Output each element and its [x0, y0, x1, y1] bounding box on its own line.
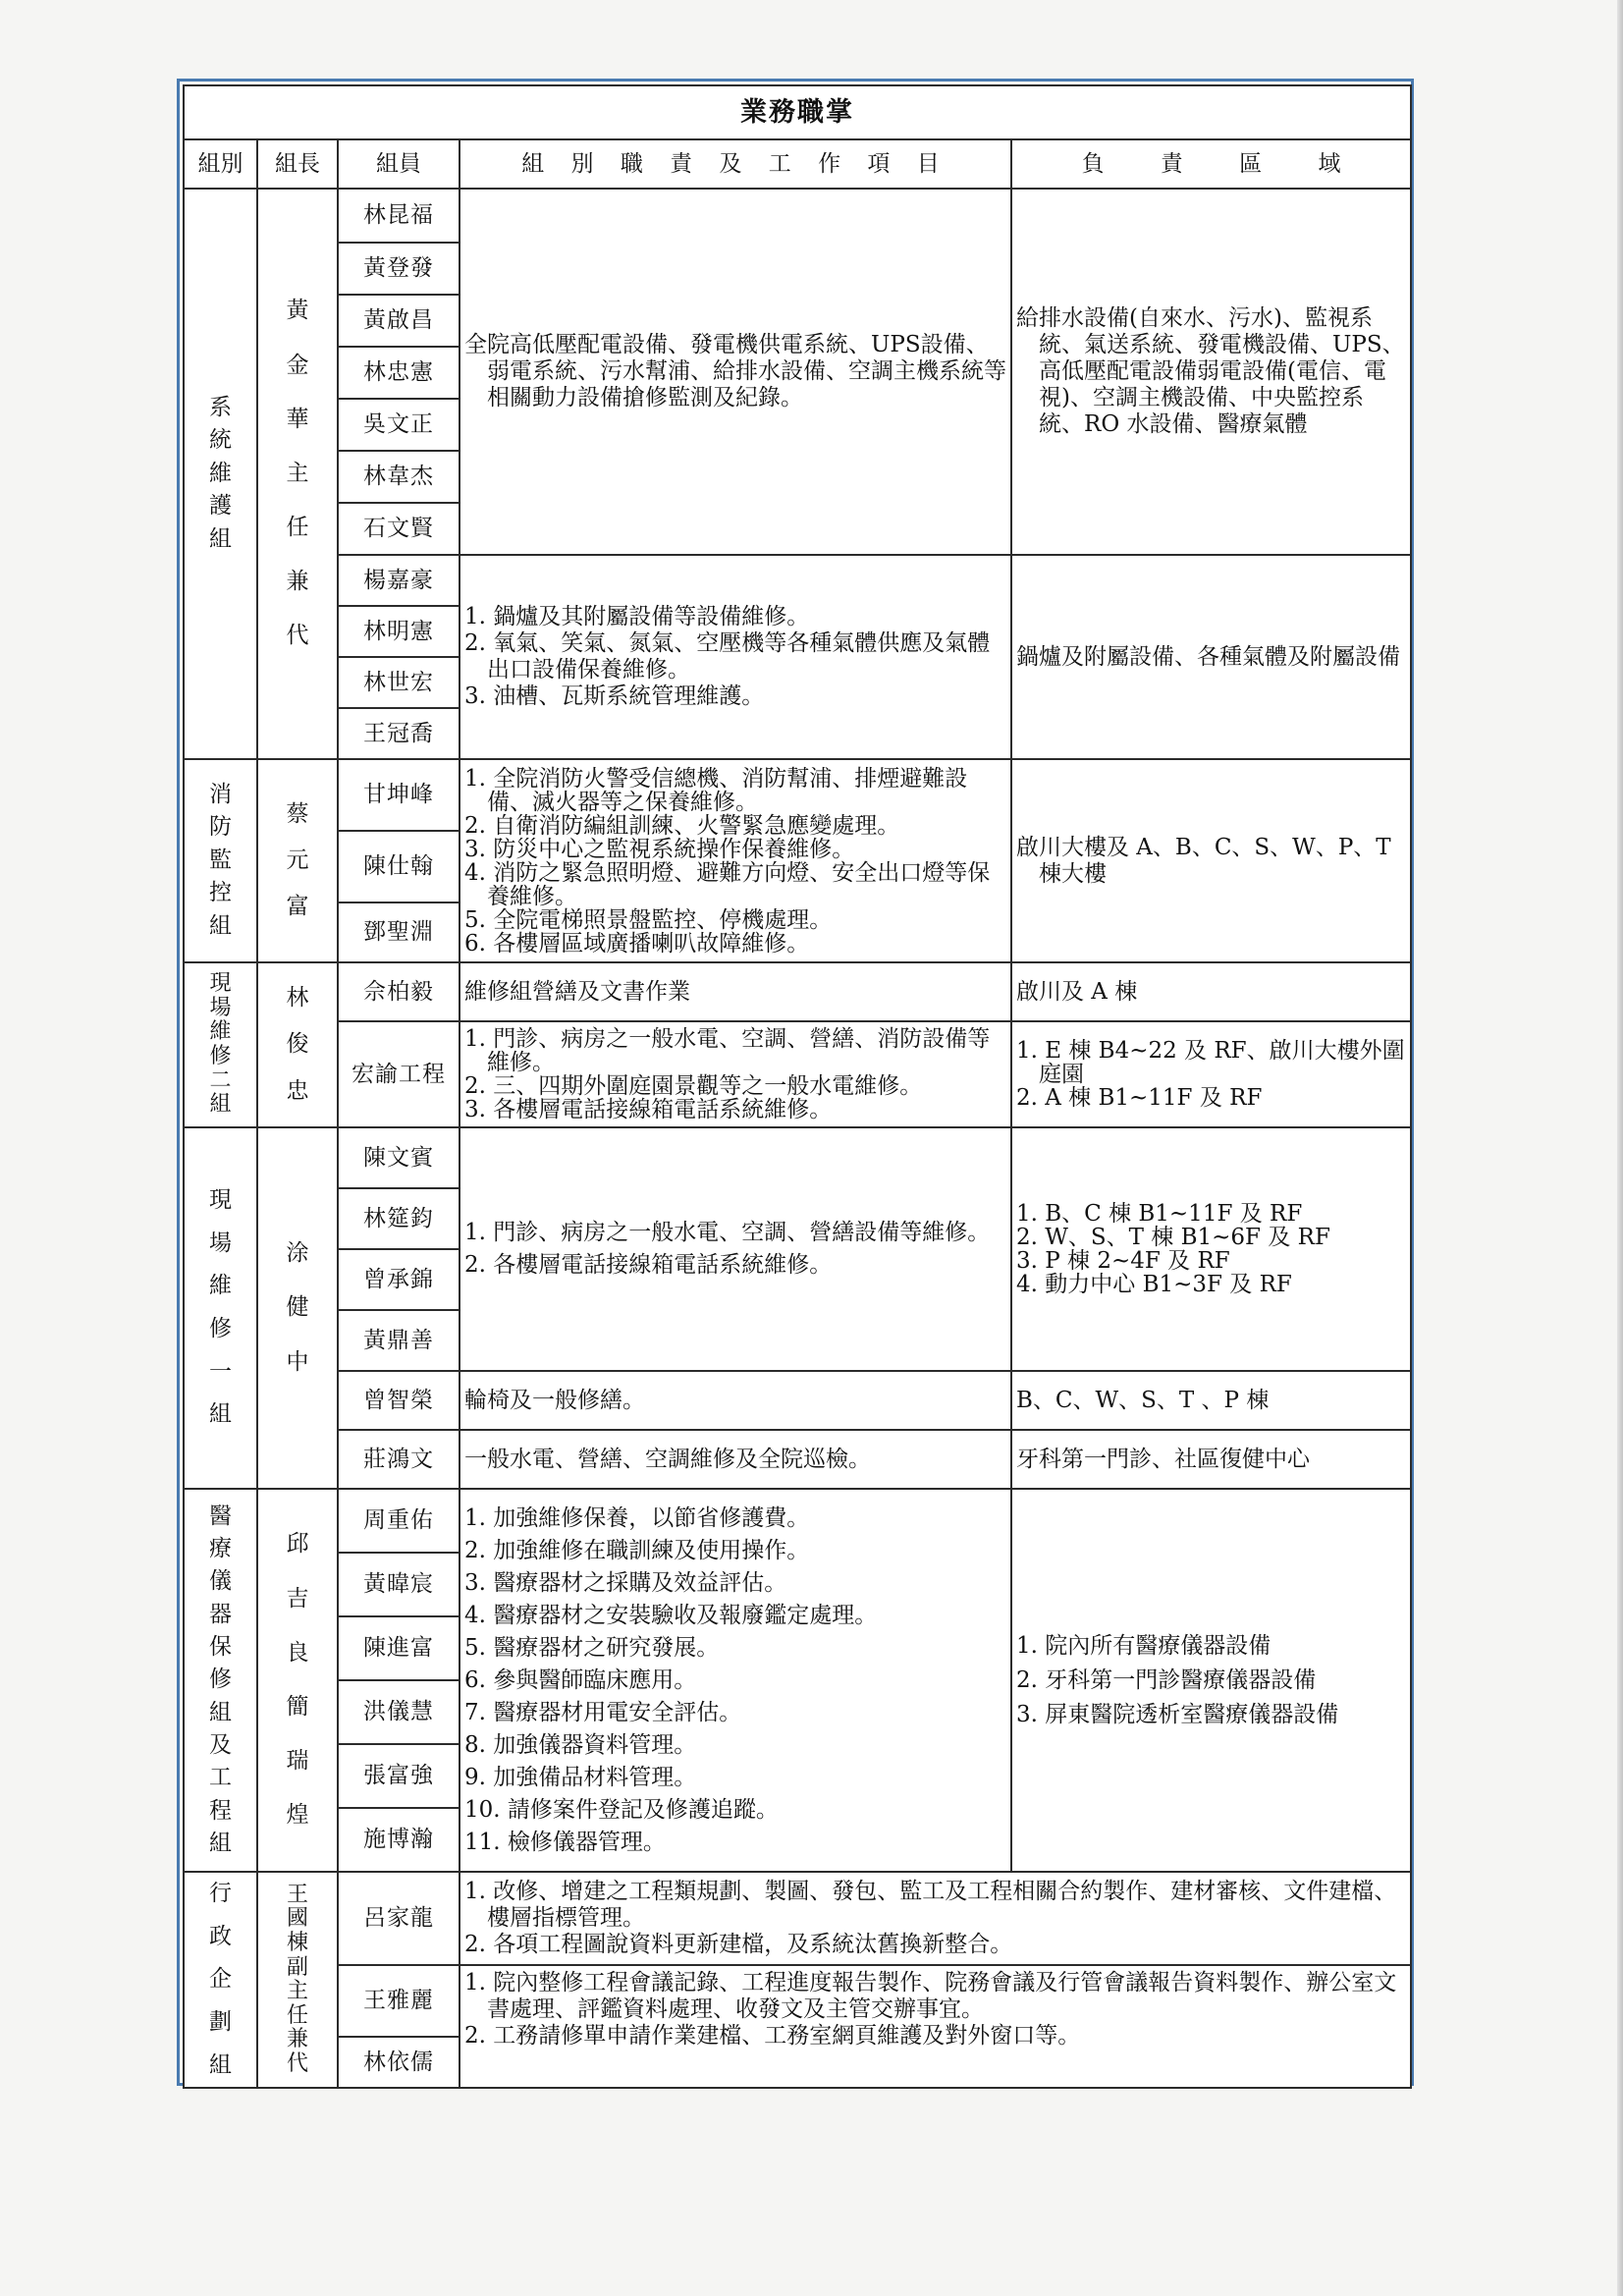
duty-item: 1. 院內整修工程會議記錄、工程進度報告製作、院務會議及行管會議報告資料製作、辦公室文書處理、評鑑資料處理、收發文及主管交辦事宜。 [464, 1970, 1397, 2022]
group-name: 現場維修二組 [184, 962, 257, 1127]
duty-item: 1. 全院消防火警受信總機、消防幫浦、排煙避難設備、滅火器等之保養維修。 [464, 765, 968, 815]
group-name: 現場維修一組 [184, 1127, 257, 1489]
member-name: 楊嘉豪 [338, 555, 460, 606]
member-name: 甘坤峰 [338, 759, 460, 831]
member-name: 陳文賓 [338, 1127, 460, 1188]
duty-item: 7. 醫療器材用電安全評估。 [464, 1699, 742, 1725]
area-item: 3. P 棟 2~4F 及 RF [1016, 1248, 1230, 1274]
area-item: 1. B、C 棟 B1~11F 及 RF [1016, 1201, 1303, 1227]
member-name: 周重佑 [338, 1489, 460, 1553]
duty-item: 2. 工務請修單申請作業建檔、工務室網頁維護及對外窗口等。 [464, 2023, 1081, 2049]
duty-item: 9. 加強備品材料管理。 [464, 1764, 697, 1790]
duties-cell [460, 962, 1011, 1021]
areas-cell [1011, 1127, 1411, 1371]
duty-item: 6. 各樓層區域廣播喇叭故障維修。 [464, 930, 810, 957]
duty-item: 維修組營繕及文書作業 [464, 978, 690, 1005]
area-item: 3. 屏東醫院透析室醫療儀器設備 [1016, 1701, 1339, 1727]
member-name: 林忠憲 [338, 347, 460, 399]
duty-item: 3. 防災中心之監視系統操作保養維修。 [464, 836, 855, 862]
duty-item: 1. 門診、病房之一般水電、空調、營繕設備等維修。 [464, 1220, 991, 1245]
member-name: 洪儀慧 [338, 1680, 460, 1744]
duty-item: 2. 氧氣、笑氣、氮氣、空壓機等各種氣體供應及氣體出口設備保養維修。 [464, 630, 991, 683]
areas-cell [1011, 189, 1411, 555]
member-name: 林昆福 [338, 189, 460, 243]
group-name: 醫療儀器保修組及工程組 [184, 1489, 257, 1872]
page-edge-shadow [1617, 0, 1623, 2296]
duty-item: 11. 檢修儀器管理。 [464, 1829, 666, 1855]
member-name: 王雅麗 [338, 1965, 460, 2037]
group-leader: 涂健中 [257, 1127, 338, 1489]
member-name: 曾承錦 [338, 1249, 460, 1310]
duty-item: 全院高低壓配電設備、發電機供電系統、UPS設備、弱電系統、污水幫浦、給排水設備、空調主機系統等相關動力設備搶修監測及紀錄。 [464, 332, 1006, 410]
duty-item: 2. 各項工程圖說資料更新建檔，及系統汰舊換新整合。 [464, 1932, 1013, 1957]
duty-item: 2. 各樓層電話接線箱電話系統維修。 [464, 1252, 833, 1278]
duty-item: 2. 自衛消防編組訓練、火警緊急應變處理。 [464, 812, 900, 839]
duty-item: 6. 參與醫師臨床應用。 [464, 1667, 697, 1693]
group-name: 行政企劃組 [184, 1872, 257, 2088]
group-leader: 黃金華主任兼代 [257, 189, 338, 759]
areas-cell [1011, 1021, 1411, 1127]
header-duties: 組 別 職 責 及 工 作 項 目 [460, 139, 1011, 189]
area-item: 2. A 棟 B1~11F 及 RF [1016, 1085, 1263, 1111]
duty-item: 5. 醫療器材之研究發展。 [464, 1634, 720, 1661]
member-name: 林明憲 [338, 606, 460, 657]
area-item: 4. 動力中心 B1~3F 及 RF [1016, 1272, 1292, 1297]
header-areas: 負 責 區 域 [1011, 139, 1411, 189]
member-name: 黃登發 [338, 243, 460, 295]
member-name: 吳文正 [338, 399, 460, 451]
areas-cell [1011, 555, 1411, 759]
area-item: 鍋爐及附屬設備、各種氣體及附屬設備 [1016, 643, 1400, 670]
duties-cell [460, 555, 1011, 759]
duties-cell [460, 1872, 1411, 1965]
area-item: 1. E 棟 B4~22 及 RF、啟川大樓外圍庭園 [1016, 1038, 1405, 1087]
duties-cell [460, 1371, 1011, 1430]
duties-cell [460, 1489, 1011, 1872]
member-name: 呂家龍 [338, 1872, 460, 1965]
duty-item: 4. 消防之緊急照明燈、避難方向燈、安全出口燈等保養維修。 [464, 859, 991, 909]
duties-cell [460, 759, 1011, 962]
duties-cell [460, 1965, 1411, 2088]
duty-item: 1. 加強維修保養，以節省修護費。 [464, 1504, 810, 1531]
group-name: 消防監控組 [184, 759, 257, 962]
duty-item: 3. 各樓層電話接線箱電話系統維修。 [464, 1097, 833, 1122]
duty-item: 2. 加強維修在職訓練及使用操作。 [464, 1537, 810, 1563]
area-item: 1. 院內所有醫療儀器設備 [1016, 1632, 1271, 1659]
group-name: 系統維護組 [184, 189, 257, 759]
member-name: 林韋杰 [338, 451, 460, 503]
member-name: 林世宏 [338, 657, 460, 708]
member-name: 林依儒 [338, 2037, 460, 2088]
member-name: 曾智榮 [338, 1371, 460, 1430]
duty-item: 10. 請修案件登記及修護追蹤。 [464, 1796, 779, 1823]
duty-item: 2. 三、四期外圍庭園景觀等之一般水電維修。 [464, 1073, 923, 1099]
areas-cell [1011, 1371, 1411, 1430]
member-name: 宏諭工程 [338, 1021, 460, 1127]
duty-item: 3. 醫療器材之採購及效益評估。 [464, 1569, 787, 1596]
member-name: 施博瀚 [338, 1808, 460, 1872]
group-leader: 蔡元富 [257, 759, 338, 962]
areas-cell [1011, 962, 1411, 1021]
member-name: 王冠喬 [338, 708, 460, 759]
area-item: B、C、W、S、T 、P 棟 [1016, 1387, 1270, 1413]
member-name: 黃鼎善 [338, 1310, 460, 1371]
duty-table-frame [177, 79, 1414, 2086]
member-name: 佘柏毅 [338, 962, 460, 1021]
member-name: 張富強 [338, 1744, 460, 1808]
duty-item: 3. 油槽、瓦斯系統管理維護。 [464, 683, 765, 709]
member-name: 陳進富 [338, 1616, 460, 1680]
area-item: 2. W、S、T 棟 B1~6F 及 RF [1016, 1225, 1330, 1250]
duty-item: 8. 加強儀器資料管理。 [464, 1731, 697, 1758]
area-item: 啟川及 A 棟 [1016, 978, 1138, 1005]
duties-cell [460, 189, 1011, 555]
area-item: 牙科第一門診、社區復健中心 [1016, 1446, 1310, 1472]
area-item: 給排水設備(自來水、污水)、監視系統、氣送系統、發電機設備、UPS、高低壓配電設備弱電設備(電信、電視)、空調主機設備、中央監控系統、RO 水設備、醫療氣體 [1016, 305, 1405, 437]
member-name: 莊鴻文 [338, 1430, 460, 1489]
header-member: 組員 [338, 139, 460, 189]
areas-cell [1011, 1489, 1411, 1872]
duties-cell [460, 1430, 1011, 1489]
duty-item: 輪椅及一般修繕。 [464, 1387, 645, 1413]
member-name: 陳仕翰 [338, 831, 460, 902]
duties-cell [460, 1021, 1011, 1127]
duties-cell [460, 1127, 1011, 1371]
duty-item: 一般水電、營繕、空調維修及全院巡檢。 [464, 1446, 871, 1472]
header-leader: 組長 [257, 139, 338, 189]
areas-cell [1011, 759, 1411, 962]
duty-item: 4. 醫療器材之安裝驗收及報廢鑑定處理。 [464, 1602, 878, 1628]
member-name: 石文賢 [338, 503, 460, 555]
duty-item: 1. 鍋爐及其附屬設備等設備維修。 [464, 604, 810, 629]
duty-table [183, 84, 1412, 2089]
member-name: 鄧聖淵 [338, 902, 460, 962]
area-item: 啟川大樓及 A、B、C、S、W、P、T 棟大樓 [1016, 834, 1391, 887]
area-item: 2. 牙科第一門診醫療儀器設備 [1016, 1667, 1317, 1693]
group-leader: 邱吉良 簡瑞煌 [257, 1489, 338, 1872]
page-title: 業務職掌 [184, 85, 1411, 139]
header-group: 組別 [184, 139, 257, 189]
member-name: 黃啟昌 [338, 295, 460, 347]
duty-item: 1. 門診、病房之一般水電、空調、營繕、消防設備等維修。 [464, 1026, 991, 1075]
member-name: 林筵鈞 [338, 1188, 460, 1249]
member-name: 黃暐宸 [338, 1553, 460, 1616]
duty-item: 1. 改修、增建之工程類規劃、製圖、發包、監工及工程相關合約製作、建材審核、文件建檔、樓層指標管理。 [464, 1879, 1397, 1931]
duty-item: 5. 全院電梯照景盤監控、停機處理。 [464, 906, 833, 933]
group-leader: 林俊忠 [257, 962, 338, 1127]
areas-cell [1011, 1430, 1411, 1489]
group-leader: 王國棟副主任兼代 [257, 1872, 338, 2088]
